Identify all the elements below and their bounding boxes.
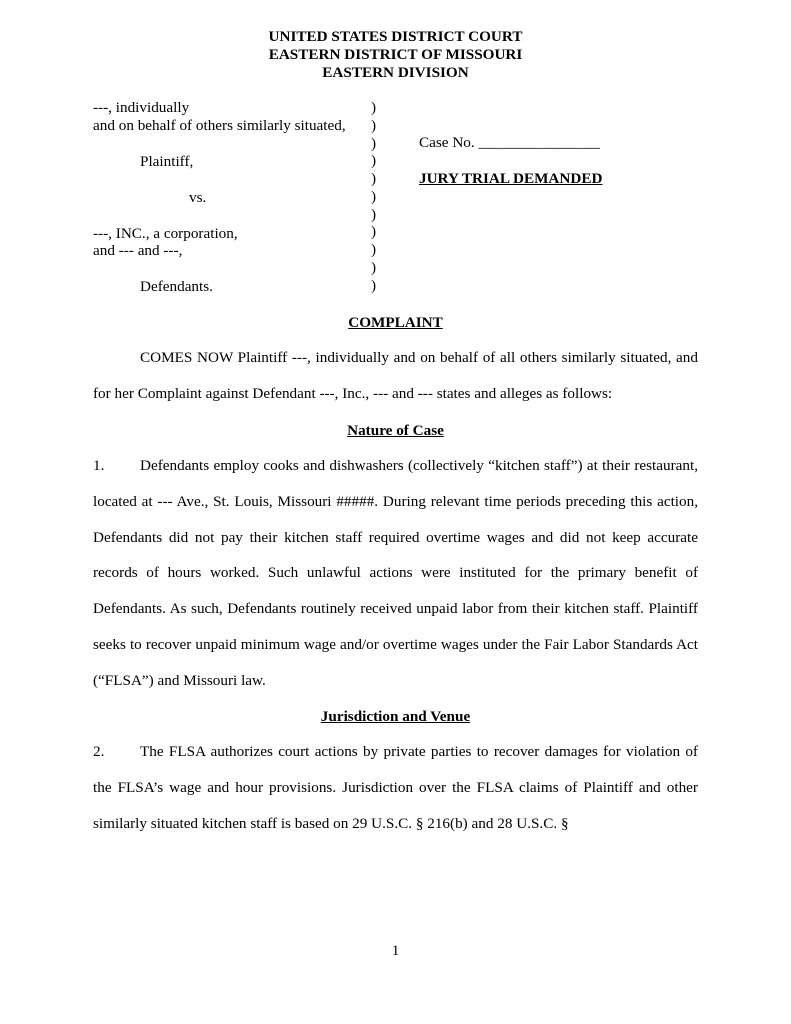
caption-parentheses bbox=[371, 99, 376, 294]
intro-text: COMES NOW Plaintiff ---, individually and on behalf of all others similarly situated, and for her Complaint against Defendant ---, Inc., --- and --- states and alleges as follows: bbox=[93, 349, 698, 402]
plaintiff-label: Plaintiff, bbox=[140, 153, 194, 170]
district-name: EASTERN DISTRICT OF MISSOURI bbox=[268, 46, 523, 63]
paren: ) bbox=[371, 223, 377, 241]
paragraph-1 bbox=[93, 448, 698, 699]
case-caption bbox=[0, 99, 791, 299]
paren: ) bbox=[371, 99, 377, 116]
paren: ) bbox=[371, 241, 377, 258]
versus-label: vs. bbox=[189, 189, 207, 206]
paren: ) bbox=[371, 152, 377, 170]
paren: ) bbox=[371, 276, 377, 294]
paragraph-text: The FLSA authorizes court actions by private parties to recover damages for violation of the FLSA’s wage and hour provisions. Jurisdiction over the FLSA claims of Plaintiff and other similarly situated kitchen staff is based on 29 U.S.C. § 216(b) and 28 U.S.C. § bbox=[93, 743, 698, 832]
paren: ) bbox=[371, 134, 377, 152]
paragraph-number: 2. bbox=[93, 743, 105, 760]
defendant-others: and --- and ---, bbox=[93, 242, 183, 259]
defendant-name: ---, INC., a corporation, bbox=[93, 225, 238, 242]
paren: ) bbox=[371, 205, 377, 223]
paren: ) bbox=[371, 187, 377, 205]
section-heading-jurisdiction: Jurisdiction and Venue bbox=[320, 708, 471, 725]
intro-paragraph bbox=[93, 340, 698, 412]
division-name: EASTERN DIVISION bbox=[322, 64, 469, 81]
paren: ) bbox=[371, 170, 377, 187]
page-number: 1 bbox=[391, 942, 400, 959]
plaintiff-capacity: and on behalf of others similarly situated, bbox=[93, 117, 346, 134]
case-number-field: Case No. ________________ bbox=[419, 134, 600, 151]
paren: ) bbox=[371, 116, 377, 134]
document-title: COMPLAINT bbox=[348, 314, 443, 331]
paragraph-text: Defendants employ cooks and dishwashers (collectively “kitchen staff”) at their restaurant, located at --- Ave., St. Louis, Missouri #####. During relevant time periods preceding this action, Defendants did not pay their kitchen staff required overtime wages and did not keep accurate records of hours worked. Such unlawful actions were instituted for the primary benefit of Defendants. As such, Defendants routinely received unpaid labor from their kitchen staff. Plaintiff seeks to recover unpaid minimum wage and/or overtime wages under the Fair Labor Standards Act (“FLSA”) and Missouri law. bbox=[93, 457, 698, 689]
defendant-label: Defendants. bbox=[140, 278, 213, 295]
section-heading-nature: Nature of Case bbox=[347, 422, 444, 439]
court-name: UNITED STATES DISTRICT COURT bbox=[268, 28, 523, 45]
plaintiff-name: ---, individually bbox=[93, 99, 190, 116]
jury-demand: JURY TRIAL DEMANDED bbox=[419, 170, 603, 187]
paragraph-2 bbox=[93, 734, 698, 841]
court-header bbox=[0, 28, 791, 82]
paren: ) bbox=[371, 258, 377, 276]
paragraph-number: 1. bbox=[93, 457, 105, 474]
